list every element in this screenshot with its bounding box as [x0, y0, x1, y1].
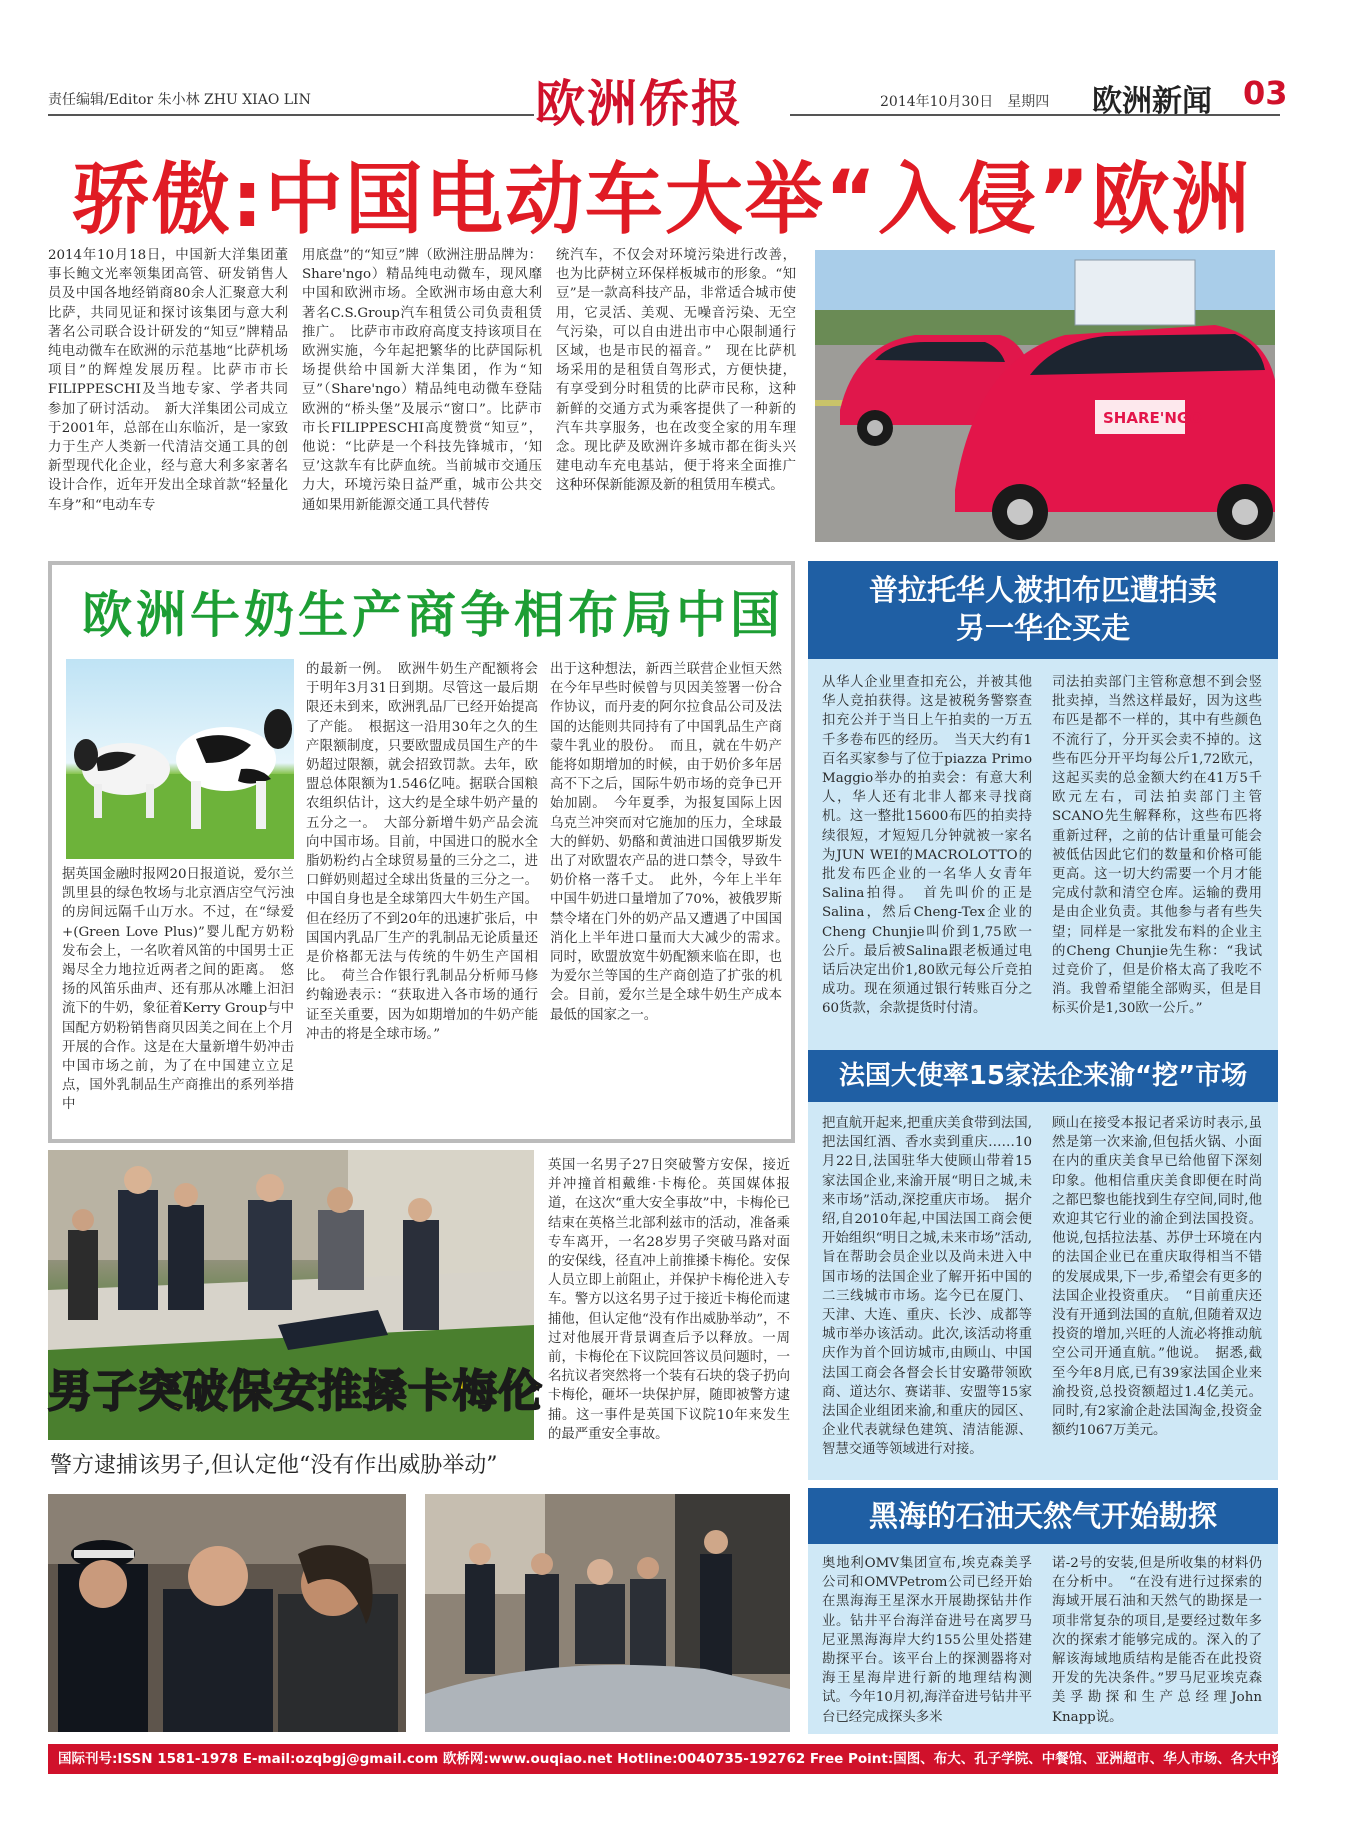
prato-headline-line2: 另一华企买走 — [955, 611, 1130, 645]
red-electric-car-photo — [815, 250, 1275, 542]
lead-column-1: 2014年10月18日，中国新大洋集团董事长鲍文光率领集团高管、研发销售人员及中国各地经销商80余人汇聚意大利比萨，共同见证和探讨该集团与意大利著名公司联合设计研发的“知豆”牌精品纯电动微车在欧洲的示范基地“比萨机场项目”的辉煌发展历程。比萨市市长FILIPPESCHI及当地专家、学者共同参加了研讨活动。 新大洋集团公司成立于2001年，总部在山东临沂，是一家致力于生产人类新一代清洁交通工具的创新型现代化企业，经与意大利多家著名设计合作，近年开发出全球首款“轻量化车身”和“电动车专 — [48, 248, 288, 513]
lead-column-2: 用底盘”的“知豆”牌（欧洲注册品牌为：Share'ngo）精品纯电动微车，现风靡中国和欧洲市场。全欧洲市场由意大利著名C.S.Group汽车租赁公司负责租赁推广。 比萨市市政府高度支持该项目在欧洲实施，今年起把繁华的比萨国际机场提供给中国新大洋集团，作为“知豆”（Share'ngo）精品纯电动微车登陆欧洲的“桥头堡”及展示“窗口”。比萨市市长FILIPPESCHI高度赞赏“知豆”，他说：“比萨是一个科技先锋城市，‘知豆’这款车有比萨血统。当前城市交通压力大，环境污染日益严重，城市公共交通如果用新能源交通工具代替传 — [302, 248, 542, 513]
prato-headline-bar — [808, 561, 1278, 659]
car-logo-text: SHARE'NGO — [1103, 409, 1202, 427]
france-column-2: 顾山在接受本报记者采访时表示,虽然是第一次来渝,但包括火锅、小面在内的重庆美食早已给他留下深刻印象。他相信重庆美食即便在时尚之都巴黎也能找到生存空间,同时,他欢迎其它行业的渝企到法国投资。他说,包括拉法基、苏伊士环境在内的法国企业已在重庆取得相当不错的发展成果,下一步,希望会有更多的法国企业投资重庆。 “目前重庆还没有开通到法国的直航,但随着双边投资的增加,兴旺的人流必将推动航空公司开通直航。”他说。 据悉,截至今年8月底,已有39家法国企业来渝投资,总投资额超过1.4亿美元。同时,有2家渝企赴法国淘金,投资金额约1067万美元。 — [1052, 1116, 1262, 1439]
car-illustration — [815, 250, 1275, 542]
oil-panel — [808, 1488, 1278, 1734]
milk-column-3: 出于这种想法，新西兰联营企业恒天然在今年早些时候曾与贝因美签署一份合作协议，而丹麦的阿尔拉食品公司及法国的达能则共同持有了中国乳品生产商蒙牛乳业的股份。 而且，就在牛奶产能将如期增加的时候，由于奶价多年居高不下之后，国际牛奶市场的竞争已开始加剧。 今年夏季，为报复国际上因乌克兰冲突而对它施加的压力，全球最大的鲜奶、奶酪和黄油进口国俄罗斯发出了对欧盟农产品的进口禁令，导致牛奶价格一落千丈。 此外，今年上半年中国牛奶进口量增加了70%，被俄罗斯禁令堵在门外的奶产品又遭遇了中国国消化上半年进口量而大大减少的需求。 同时，欧盟放宽牛奶配额来临在即，也为爱尔兰等国的生产商创造了扩张的机会。目前，爱尔兰是全球牛奶生产成本最低的国家之一。 — [550, 662, 796, 1023]
editor-credit: 责任编辑/Editor 朱小林 ZHU XIAO LIN — [48, 92, 311, 108]
milk-story-box — [48, 561, 795, 1143]
arrest-illustration — [48, 1494, 406, 1732]
milk-column-2: 的最新一例。 欧洲牛奶生产配额将会于明年3月31日到期。尽管这一最后期限还未到来，欧洲乳品厂已经开始提高了产能。 根据这一沿用30年之久的生产限额制度，只要欧盟成员国生产的牛奶超过限额，就会招致罚款。去年，欧盟总体限额为1.546亿吨。据联合国粮农组织估计，这大约是全球牛奶产量的五分之一。 大部分新增牛奶产品会流向中国市场。目前，中国进口的脱水全脂奶粉约占全球贸易量的三分之二，进口鲜奶则超过全球出货量的三分之一。中国自身也是全球第四大牛奶生产国。但在经历了不到20年的迅速扩张后，中国国内乳品厂生产的乳制品无论质量还是价格都无法与传统的牛奶生产国相比。 荷兰合作银行乳制品分析师马修约翰逊表示：“获取进入各市场的通行证至关重要，因为如期增加的牛奶产能冲击的将是全球市场。” — [306, 662, 538, 1042]
page-number: 03 — [1243, 74, 1288, 112]
issue-date: 2014年10月30日 星期四 — [880, 94, 1050, 110]
milk-column-1: 据英国金融时报网20日报道说，爱尔兰凯里县的绿色牧场与北京酒店空气污浊的房间远隔千山万水。不过，在“绿爱+(Green Love Plus)”婴儿配方奶粉发布会上，一名吹着风笛的中国男士正竭尽全力地拉近两者之间的距离。 悠扬的风笛乐曲声、还有那从冰雕上汩汩流下的牛奶，象征着Kerry Group与中国配方奶粉销售商贝因美之间在上个月开展的合作。这是在大量新增牛奶冲击中国市场之前，为了在中国建立立足点，国外乳制品生产商推出的系列举措中 — [62, 867, 294, 1113]
header-rule-left — [48, 114, 534, 116]
oil-headline: 黑海的石油天然气开始勘探 — [808, 1488, 1278, 1544]
france-headline: 法国大使率15家法企来渝“挖”市场 — [808, 1050, 1278, 1102]
section-title: 欧洲新闻 — [1092, 84, 1212, 119]
footer-bar: 国际刊号:ISSN 1581-1978 E-mail:ozqbgj@gmail.com 欧桥网:www.ouqiao.net Hotline:0040735-192762 Free Point:国图、布大、孔子学院、中餐馆、亚洲超市、华人市场、各大中资机构、机场 — [48, 1744, 1278, 1774]
france-column-1: 把直航开起来,把重庆美食带到法国,把法国红酒、香水卖到重庆……10月22日,法国驻华大使顾山带着15家法国企业,来渝开展“明日之城,未来市场”活动,深挖重庆市场。 据介绍,自2010年起,中国法国工商会便开始组织“明日之城,未来市场”活动,旨在帮助会员企业以及尚未进入中国市场的法国企业了解开拓中国的二三线城市市场。迄今已在厦门、天津、大连、重庆、长沙、成都等城市举办该活动。此次,该活动将重庆作为首个回访城市,由顾山、中国法国工商会各督会长甘安璐带领欧商、道达尔、赛诺菲、安盟等15家法国企业组团来渝,和重庆的园区、企业代表就绿色建筑、清洁能源、智慧交通等领域进行对接。 — [822, 1116, 1032, 1458]
prato-column-2: 司法拍卖部门主管称意想不到会竖批卖掉，当然这样最好，因为这些布匹是都不一样的，其中有些颜色不流行了，分开买会卖不掉的。这些布匹分开平均每公斤1,72欧元，这起买卖的总金额大约在41万5千欧元左右，司法拍卖部门主管SCANO先生解释称，这些布匹将重新过秤，之前的估计重量可能会被低估因此它们的数量和价格可能更高。这一切大约需要一个月才能完成付款和清空仓库。运输的费用是由企业负责。其他参与者有些失望；同样是一家批发布料的企业主的Cheng Chunjie先生称：“我试过竞价了，但是价格太高了我吃不消。我曾希望能全部购买，但是目标买价是1,30欧一公斤。” — [1052, 675, 1262, 1017]
prato-column-1: 从华人企业里查扣充公，并被其他华人竞拍获得。这是被税务警察查扣充公并于当日上午拍卖的一万五千多卷布匹的经历。 当天大约有1百名买家参与了位于piazza Primo Maggio举办的拍卖会：有意大利人，华人还有北非人都来寻找商机。这一整批15600布匹的拍卖持续很短，才短短几分钟就被一家名为JUN WEI的MACROLOTTO的批发布匹企业的一名华人女青年Salina拍得。 首先叫价的正是Salina，然后Cheng-Tex企业的Cheng Chunjie叫价到1,75欧一公斤。最后被Salina跟老板通过电话后决定出价1,80欧元每公斤竞拍成功。现在须通过银行转账百分之60货款，余款提货时付清。 — [822, 675, 1032, 1017]
cow-illustration — [66, 659, 294, 859]
street-illustration — [425, 1494, 790, 1732]
cows-in-field-photo — [66, 659, 294, 859]
protest-headline: 男子突破保安推搡卡梅伦 — [48, 1366, 543, 1417]
masthead-logo: 欧洲侨报 — [535, 74, 743, 133]
protest-body: 英国一名男子27日突破警方安保，接近并冲撞首相戴维·卡梅伦。英国媒体报道，在这次“重大安全事故”中，卡梅伦已结束在英格兰北部利兹市的活动，准备乘专车离开，一名28岁男子突破马路对面的安保线，径直冲上前推搡卡梅伦。安保人员立即上前阻止，并保护卡梅伦进入专车。警方以这名男子过于接近卡梅伦而逮捕他，但认定他“没有作出威胁举动”，不过对他展开背景调查后予以释放。一周前，卡梅伦在下议院回答议员问题时，一名抗议者突然将一个装有石块的袋子扔向卡梅伦，砸坏一块保护屏，随即被警方逮捕。这一事件是英国下议院10年来发生的最严重安全事故。 — [548, 1158, 790, 1442]
oil-column-2: 诺-2号的安装,但是所收集的材料仍在分析中。 “在没有进行过探索的海域开展石油和天然气的勘探是一项非常复杂的项目,是要经过数年多次的探索才能够完成的。深入的了解该海域地质结构是能否在此投资开发的先决条件。”罗马尼亚埃克森美孚勘探和生产总经理John Knapp说。 — [1052, 1556, 1262, 1725]
oil-column-1: 奥地利OMV集团宣布,埃克森美孚公司和OMVPetrom公司已经开始在黑海海王星深水开展勘探钻井作业。钻井平台海洋奋进号在离罗马尼亚黑海海岸大约155公里处搭建勘探平台。该平台上的探测器将对海王星海岸进行新的地理结构测试。今年10月初,海洋奋进号钻井平台已经完成探头多米 — [822, 1556, 1032, 1725]
protest-subhead: 警方逮捕该男子,但认定他“没有作出威胁举动” — [50, 1453, 498, 1478]
france-panel — [808, 1050, 1278, 1480]
prato-panel — [808, 561, 1278, 1059]
milk-headline: 欧洲牛奶生产商争相布局中国 — [82, 586, 784, 644]
arrest-photo — [48, 1494, 406, 1732]
lead-column-3: 统汽车，不仅会对环境污染进行改善，也为比萨树立环保样板城市的形象。“知豆”是一款高科技产品，非常适合城市使用，它灵活、美观、无噪音污染、无空气污染，可以自由进出市中心限制通行区域，也是市民的福音。” 现在比萨机场采用的是租赁自驾形式，方便快捷，有享受到分时租赁的比萨市民称，这种新鲜的交通方式为乘客提供了一种新的汽车共享服务，也在改变全家的用车理念。现比萨及欧洲许多城市都在街头兴建电动车充电基站，便于将来全面推广这种环保新能源及新的租赁用车模式。 — [556, 248, 796, 494]
prato-headline-line1: 普拉托华人被扣布匹遭拍卖 — [868, 573, 1217, 607]
lead-headline: 骄傲:中国电动车大举“入侵”欧洲 — [71, 155, 1252, 245]
street-scene-photo — [425, 1494, 790, 1732]
